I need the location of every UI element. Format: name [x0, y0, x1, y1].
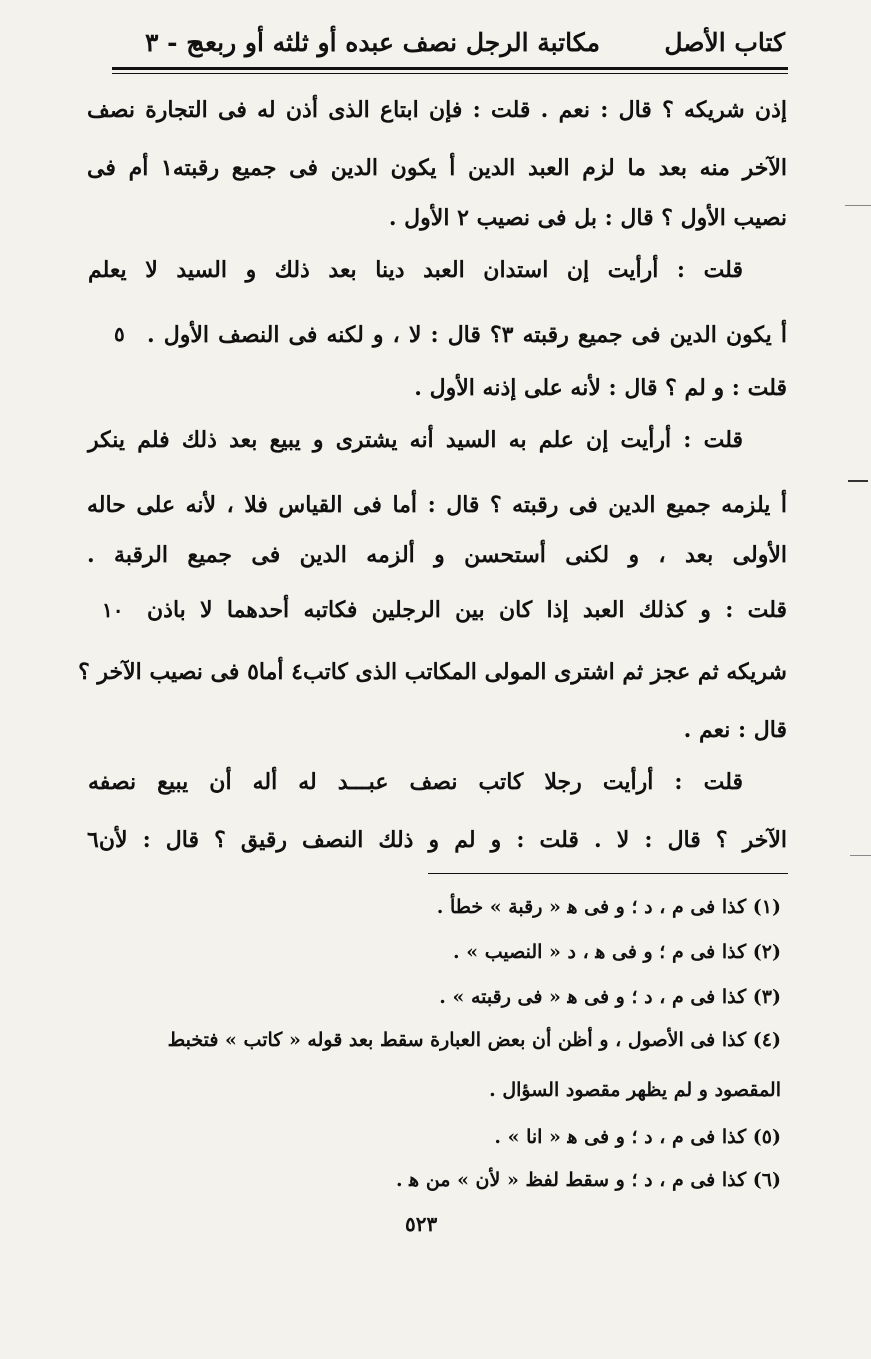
footnote: (٦) كذا فى م ، د ؛ و سقط لفظ « لأن » من ﻫ . [395, 1169, 781, 1191]
footnote: (٥) كذا فى م ، د ؛ و فى ﻫ « انا » . [494, 1126, 781, 1148]
text-line: أ يلزمه جميع الدين فى رقبته ؟ قال : أما فى القياس فلا ، لأنه على حاله [87, 492, 787, 518]
margin-mark [850, 855, 871, 856]
text-line: الأولى بعد ، و لكنى أستحسن و ألزمه الدين فى جميع الرقبة . [87, 542, 787, 568]
footnote: (١) كذا فى م ، د ؛ و فى ﻫ « رقبة » خطأ . [436, 896, 781, 918]
text-line: قلت : و لم ؟ قال : لأنه على إذنه الأول . [414, 375, 787, 401]
header-rule-thick [112, 67, 788, 70]
footnote: (٣) كذا فى م ، د ؛ و فى ﻫ « فى رقبته » . [439, 986, 781, 1008]
text-line: نصيب الأول ؟ قال : بل فى نصيب ٢ الأول . [388, 205, 787, 231]
footnote-continuation: المقصود و لم يظهر مقصود السؤال . [489, 1079, 781, 1101]
margin-mark [845, 205, 871, 206]
chapter-title: مكاتبة الرجل نصف عبده أو ثلثه أو ربعه [191, 28, 600, 57]
volume-label: ج - ٣ [145, 28, 203, 57]
text-line: قلت : و كذلك العبد إذا كان بين الرجلين فكاتبه أحدهما لا باذن [147, 597, 787, 623]
running-header [115, 22, 785, 66]
text-line: الآخر منه بعد ما لزم العبد الدين أ يكون الدين فى جميع رقبته١ أم فى [87, 155, 788, 181]
text-line: الآخر ؟ قال : لا . قلت : و لم و ذلك النصف رقيق ؟ قال : لأن٦ [87, 827, 787, 853]
text-line: قلت : أرأيت رجلا كاتب نصف عبـــد له أله أن يبيع نصفه [88, 769, 743, 795]
line-number-10: ١٠ [102, 598, 124, 622]
text-line: قال : نعم . [683, 717, 787, 743]
footnote: (٢) كذا فى م ؛ و فى ﻫ ، د « النصيب » . [453, 941, 781, 963]
text-line: أ يكون الدين فى جميع رقبته ٣؟ قال : لا ، و لكنه فى النصف الأول . [147, 322, 787, 348]
text-line: قلت : أرأيت إن استدان العبد دينا بعد ذلك و السيد لا يعلم [88, 257, 743, 283]
page-number: ٥٢٣ [405, 1212, 438, 1236]
footnote-rule [428, 873, 788, 874]
text-line: قلت : أرأيت إن علم به السيد أنه يشترى و يبيع بعد ذلك فلم ينكر [88, 427, 743, 453]
margin-mark [848, 480, 868, 482]
footnote: (٤) كذا فى الأصول ، و أظن أن بعض العبارة سقط بعد قوله « كاتب » فتخبط [167, 1029, 781, 1051]
header-rule-thin [112, 73, 788, 74]
text-line: إذن شريكه ؟ قال : نعم . قلت : فإن ابتاع الذى أذن له فى التجارة نصف [87, 97, 787, 123]
text-line: شريكه ثم عجز ثم اشترى المولى المكاتب الذى كاتب٤ أما٥ فى نصيب الآخر ؟ [78, 659, 787, 685]
book-title: كتاب الأصل [664, 28, 785, 57]
line-number-5: ٥ [114, 322, 125, 346]
